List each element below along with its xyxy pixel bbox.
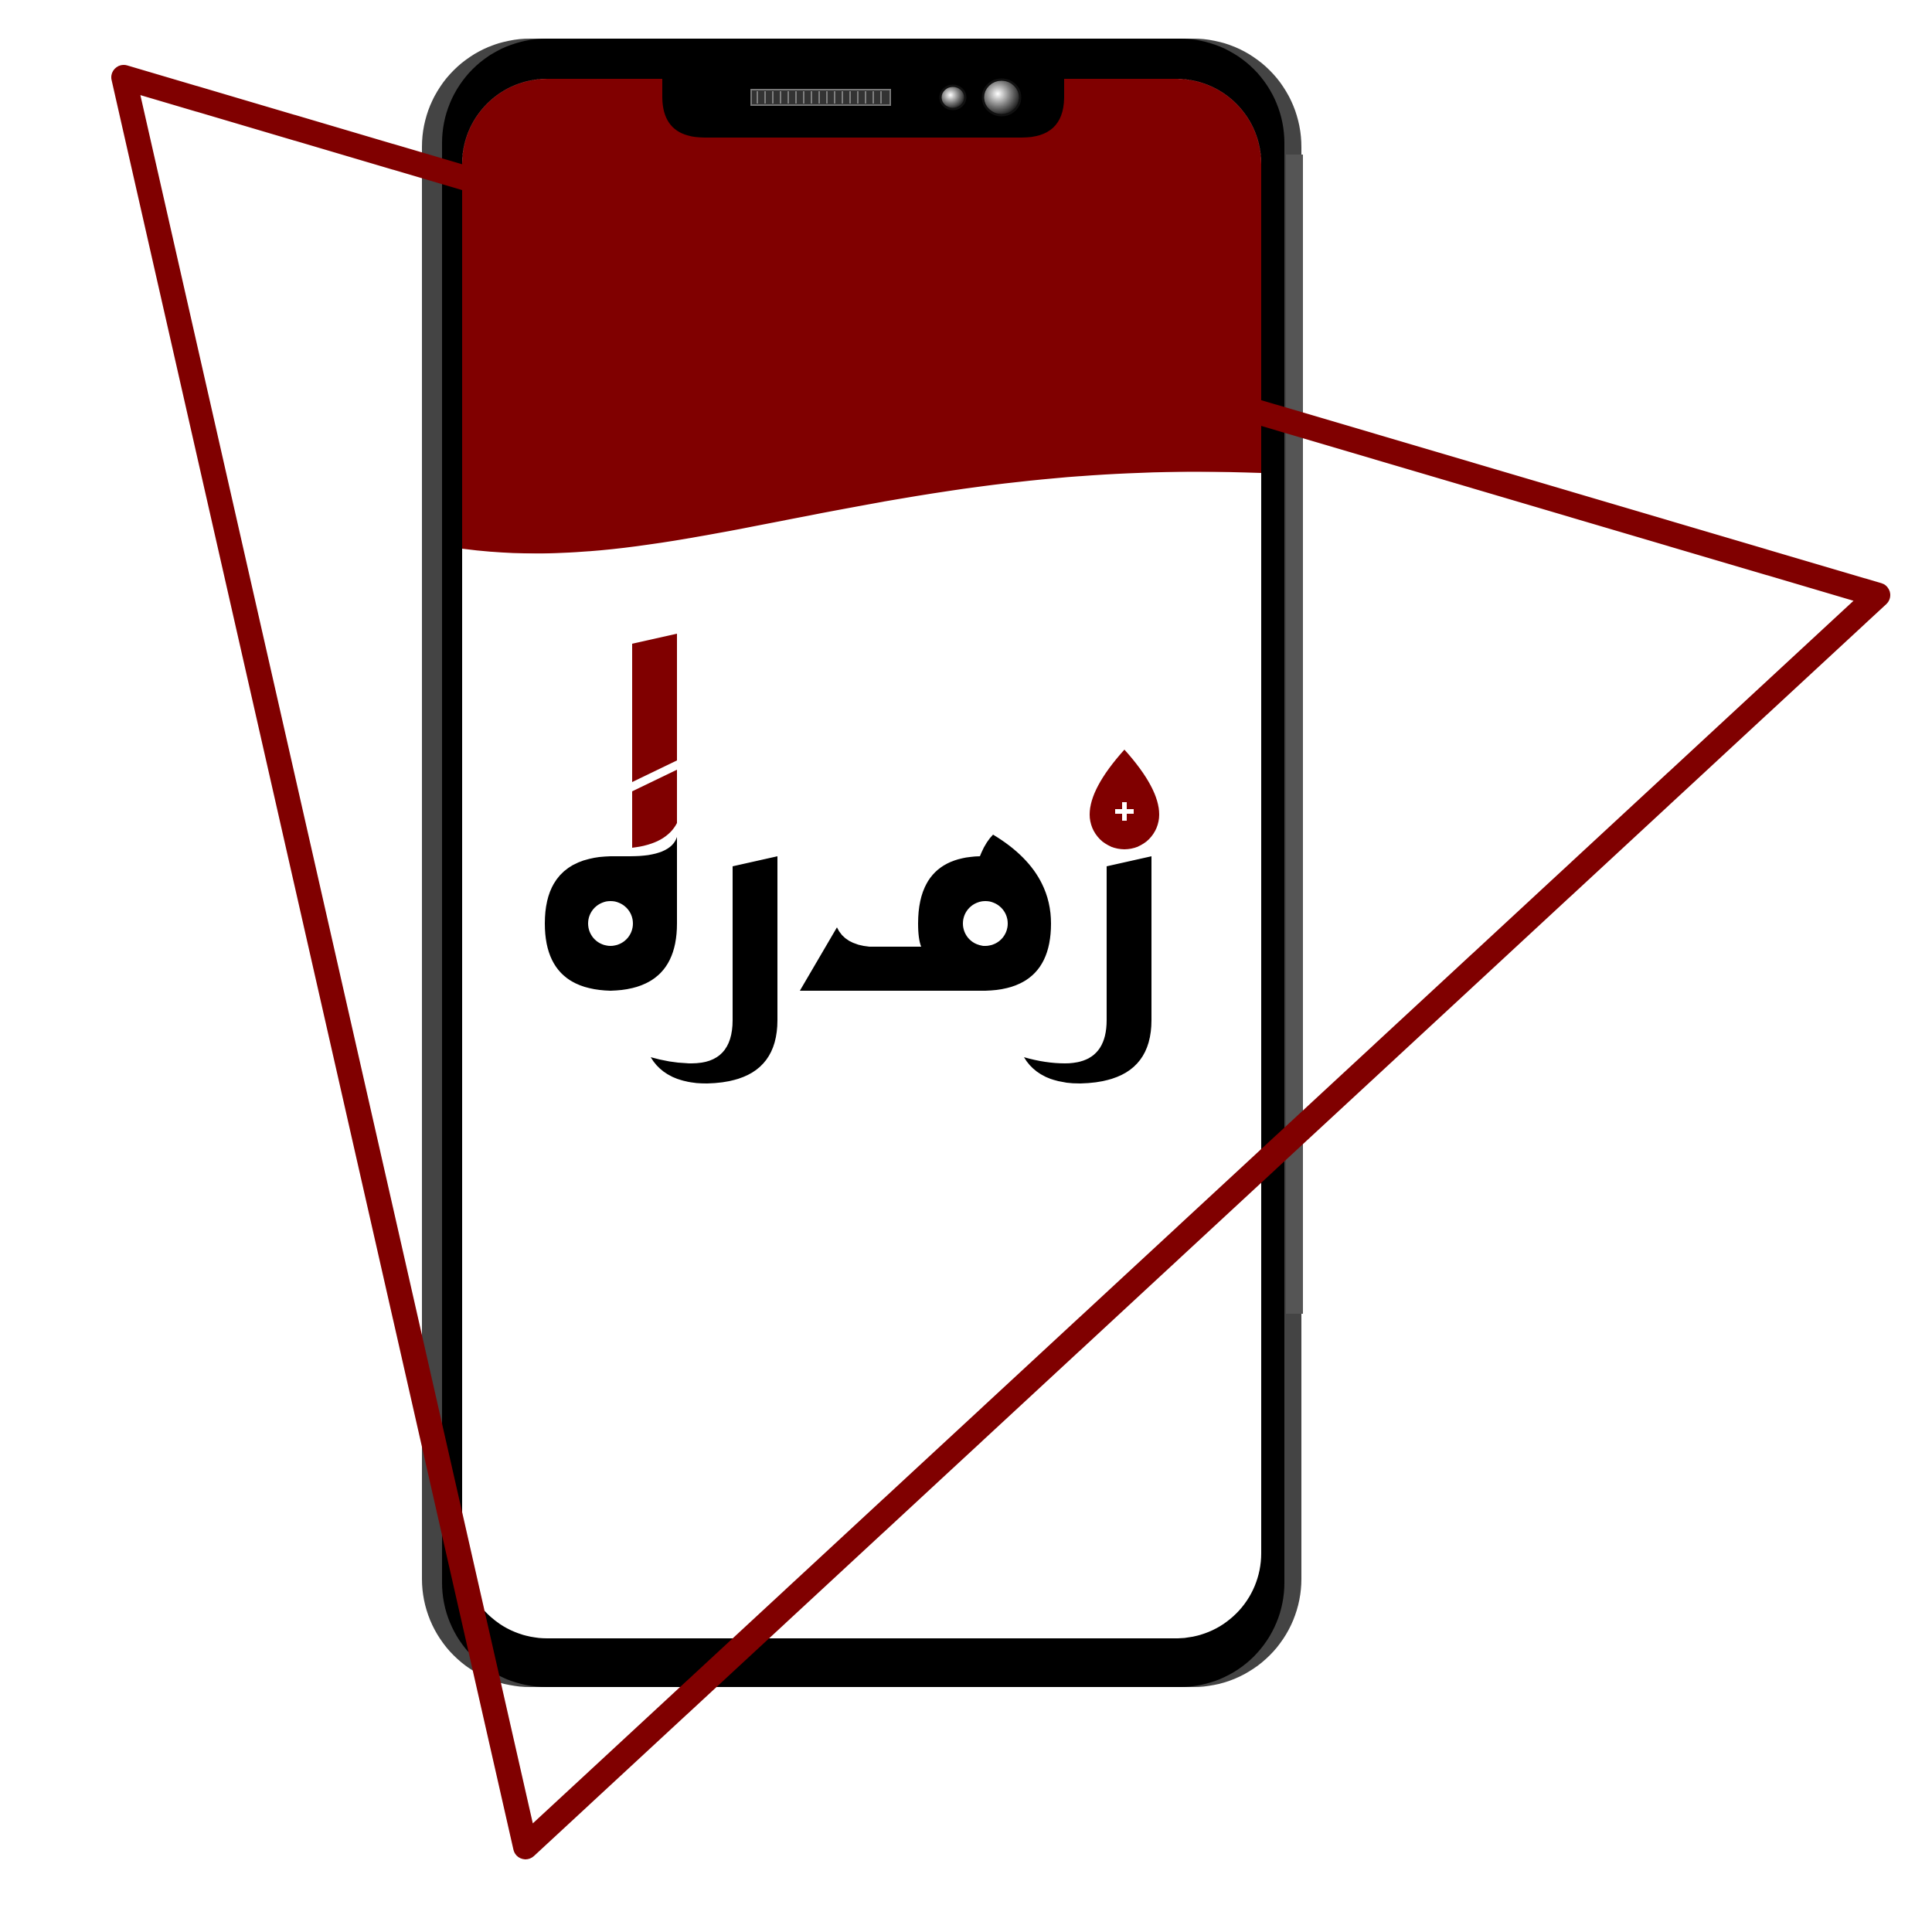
front-camera-icon — [983, 80, 1020, 115]
sensor-icon — [940, 86, 965, 109]
speaker-grille-icon — [751, 90, 890, 105]
phone-notch — [662, 70, 1064, 138]
logo-alef-upper — [632, 634, 677, 782]
logo-wordmark-text: زهرة — [850, 1159, 852, 1160]
